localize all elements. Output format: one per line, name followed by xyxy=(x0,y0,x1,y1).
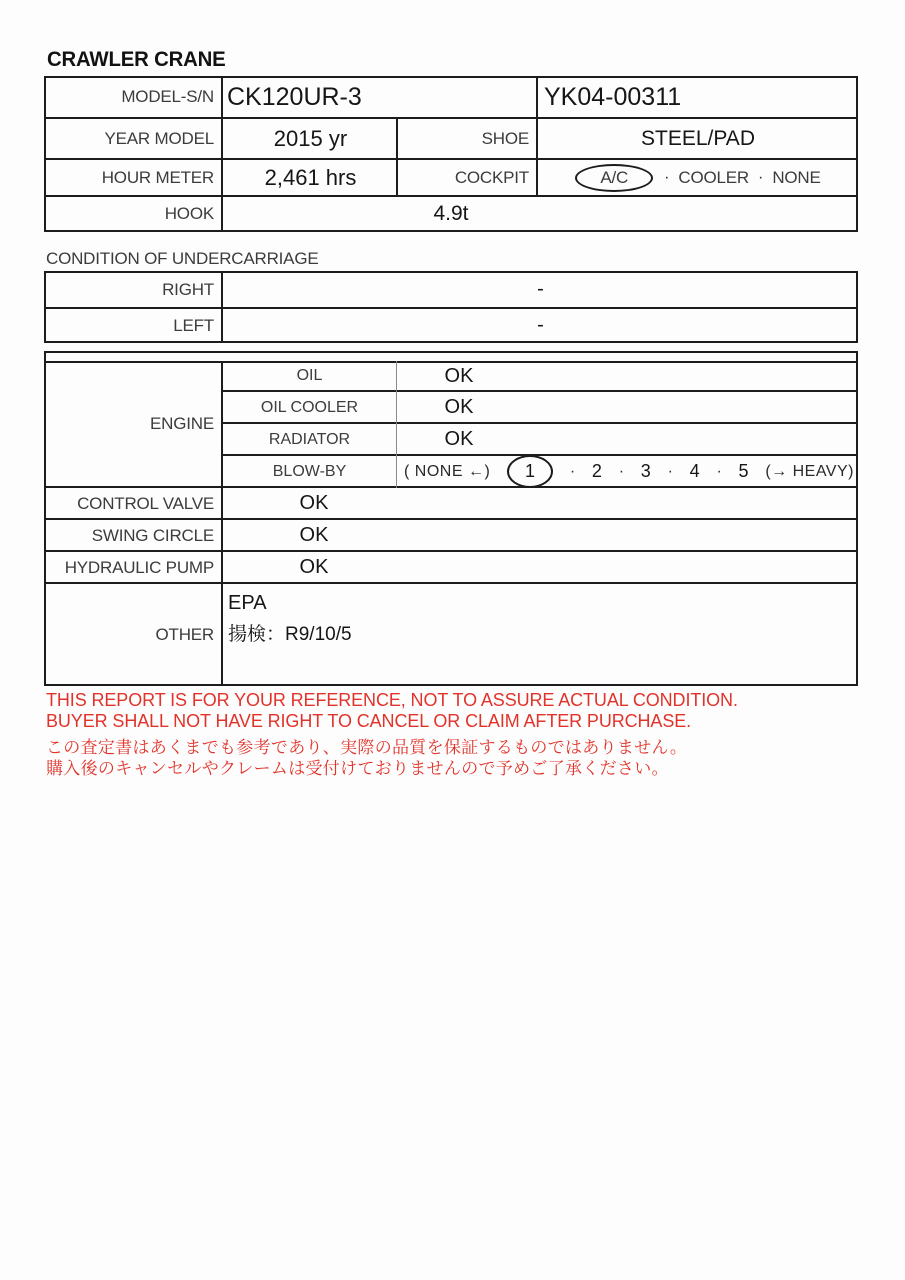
undercarriage-left-label: LEFT xyxy=(173,315,214,335)
serial-number-value: YK04-00311 xyxy=(544,82,682,111)
hook-label: HOOK xyxy=(164,203,214,223)
spacer-strip xyxy=(44,351,858,361)
shoe-label: SHOE xyxy=(481,128,529,148)
hour-meter-label: HOUR METER xyxy=(101,167,214,187)
engine-oil-cooler-label: OIL COOLER xyxy=(260,398,359,416)
engine-radiator-value: OK xyxy=(444,428,474,450)
shoe-value: STEEL/PAD xyxy=(641,126,755,150)
undercarriage-left-value: - xyxy=(537,314,544,336)
cockpit-selected-circle-annotation xyxy=(575,164,653,192)
undercarriage-right-label: RIGHT xyxy=(162,279,214,299)
disclaimer-line: BUYER SHALL NOT HAVE RIGHT TO CANCEL OR CLAIM AFTER PURCHASE. xyxy=(46,711,692,731)
blowby-label: BLOW-BY xyxy=(272,462,347,480)
disclaimer-line: 購入後のキャンセルやクレームは受付けておりませんので予めご了承ください。 xyxy=(46,759,669,778)
hydraulic-pump-value: OK xyxy=(299,556,329,578)
swing-circle-value: OK xyxy=(299,524,329,546)
model-value: CK120UR-3 xyxy=(227,82,362,111)
model-sn-label: MODEL-S/N xyxy=(121,87,214,106)
cockpit-separator: · xyxy=(664,168,670,186)
hour-meter-value: 2,461 hrs xyxy=(264,164,357,190)
disclaimer-line: この査定書はあくまでも参考であり、実際の品質を保証するものではありません。 xyxy=(46,738,688,757)
cockpit-separator: · xyxy=(758,168,764,186)
blowby-level-5: 5 xyxy=(738,461,749,481)
blowby-separator: · xyxy=(569,462,576,480)
other-line-inspection: 揚検：R9/10/5 xyxy=(228,624,352,645)
other-line-epa: EPA xyxy=(228,592,267,614)
hydraulic-pump-label: HYDRAULIC PUMP xyxy=(64,557,214,577)
cockpit-option-none: NONE xyxy=(772,167,821,187)
cockpit-label: COCKPIT xyxy=(454,167,529,187)
swing-circle-label: SWING CIRCLE xyxy=(91,525,214,545)
control-valve-value: OK xyxy=(299,492,329,514)
other-content xyxy=(228,590,848,682)
grid-line xyxy=(396,361,397,488)
blowby-selected-circle-annotation: 1 xyxy=(507,455,553,488)
cockpit-option-cooler: COOLER xyxy=(678,167,749,187)
engine-label: ENGINE xyxy=(150,414,214,433)
hook-value: 4.9t xyxy=(433,201,469,225)
blowby-level-3: 3 xyxy=(640,461,651,481)
blowby-separator: · xyxy=(667,462,673,480)
cockpit-value xyxy=(538,159,858,196)
blowby-separator: · xyxy=(716,462,722,480)
other-label: OTHER xyxy=(155,624,214,644)
blowby-level-2: 2 xyxy=(591,461,602,481)
blowby-separator: · xyxy=(618,462,625,480)
year-model-label: YEAR MODEL xyxy=(104,128,214,148)
year-model-value: 2015 yr xyxy=(273,125,348,151)
blowby-suffix: (→ HEAVY) xyxy=(765,462,854,480)
disclaimer-line: THIS REPORT IS FOR YOUR REFERENCE, NOT TO ASSURE ACTUAL CONDITION. xyxy=(46,690,738,710)
blowby-level-4: 4 xyxy=(689,461,700,481)
engine-oil-cooler-value: OK xyxy=(444,396,474,418)
cockpit-option-ac: A/C xyxy=(600,167,629,187)
undercarriage-right-value: - xyxy=(537,278,544,300)
control-valve-label: CONTROL VALVE xyxy=(77,493,214,513)
engine-oil-label: OIL xyxy=(296,367,323,384)
page-title: CRAWLER CRANE xyxy=(47,48,226,71)
undercarriage-section-title: CONDITION OF UNDERCARRIAGE xyxy=(46,249,319,268)
blowby-scale xyxy=(404,456,854,487)
engine-oil-value: OK xyxy=(444,364,474,387)
engine-radiator-label: RADIATOR xyxy=(268,430,351,448)
blowby-prefix: ( NONE ←) xyxy=(404,462,491,480)
